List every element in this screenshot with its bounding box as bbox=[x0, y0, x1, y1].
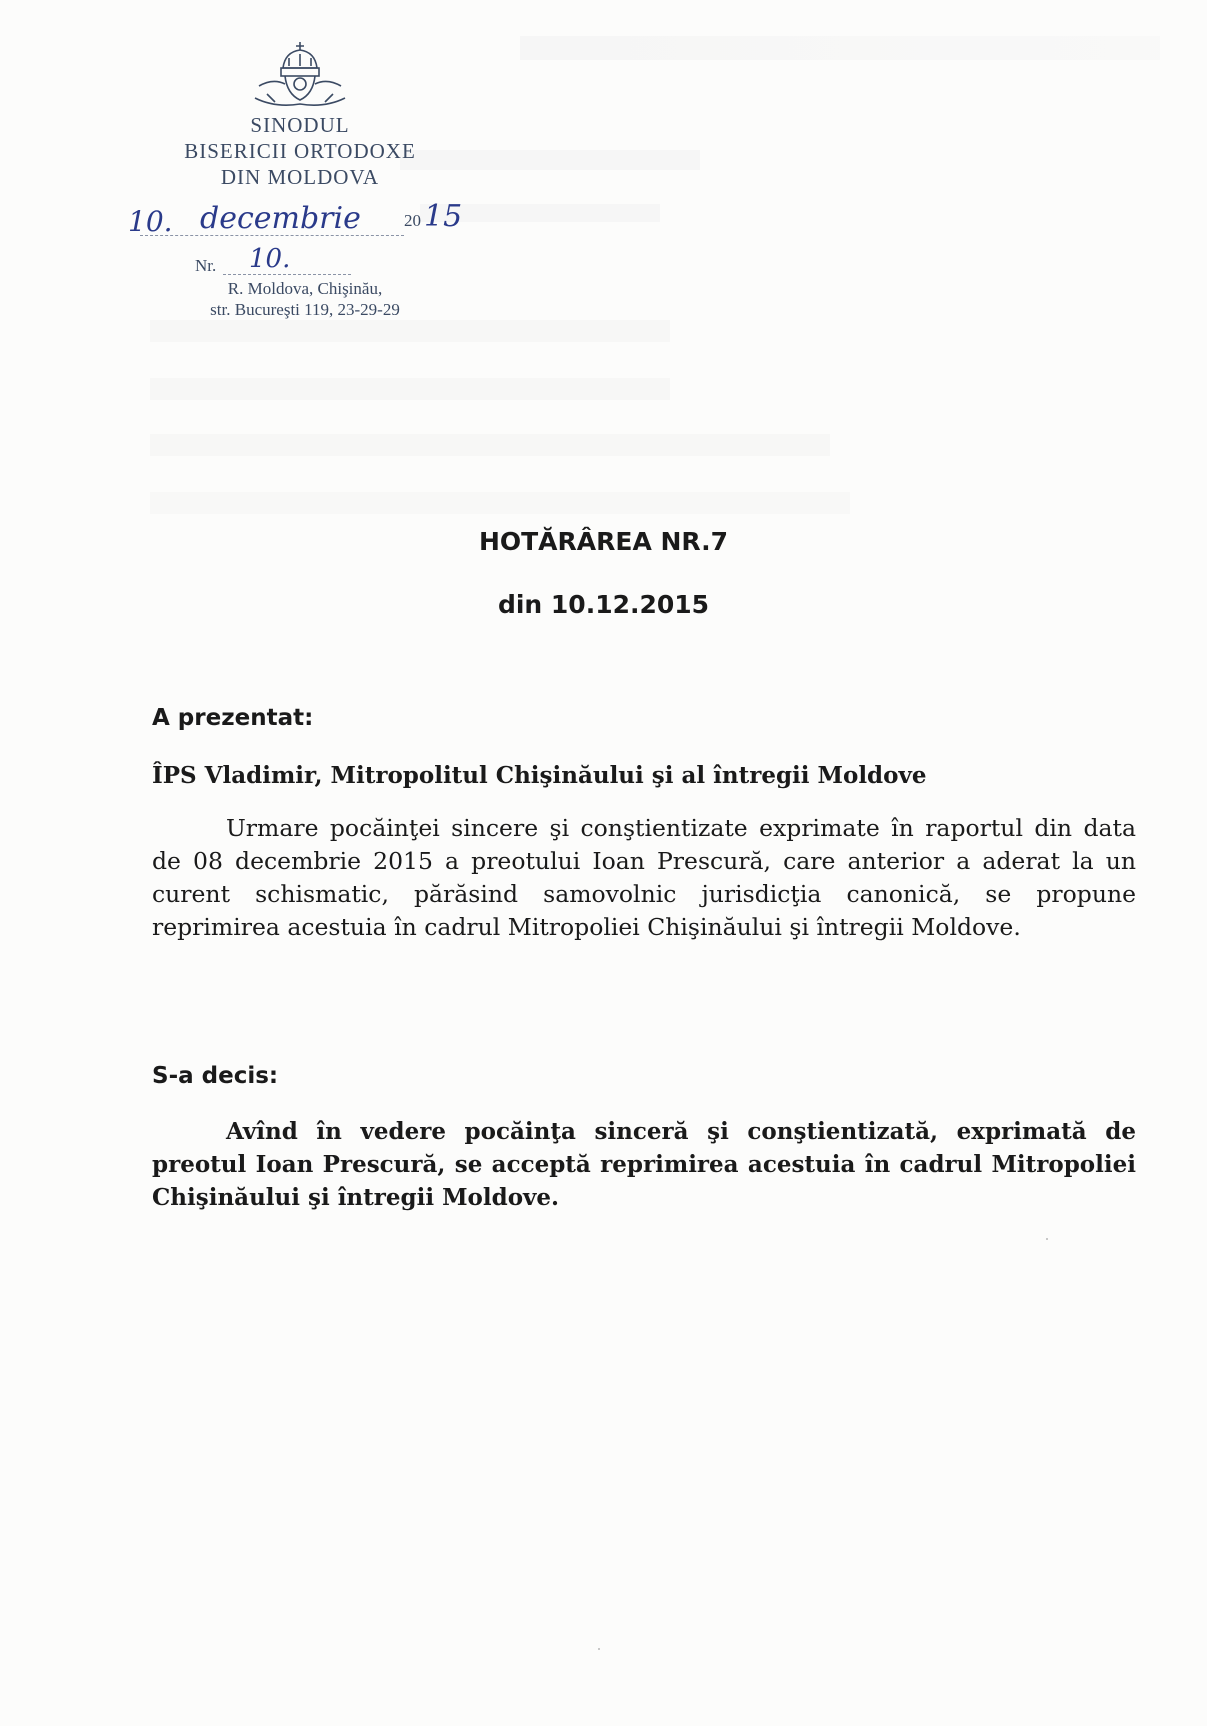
handwritten-day: 10. bbox=[128, 205, 173, 238]
decision-date: din 10.12.2015 bbox=[497, 590, 710, 619]
bleed-through-mark bbox=[150, 492, 850, 514]
presented-label: A prezentat: bbox=[152, 705, 314, 731]
bleed-through-mark bbox=[150, 434, 830, 456]
org-name-line: SINODUL bbox=[250, 113, 350, 137]
handwritten-year: 15 bbox=[424, 199, 463, 234]
stamp-address bbox=[140, 278, 470, 320]
address-line: str. Bucureşti 119, 23-29-29 bbox=[210, 300, 400, 319]
stamp-date-line bbox=[128, 199, 528, 245]
org-name-line: DIN MOLDOVA bbox=[220, 165, 380, 189]
scan-speck bbox=[1046, 1238, 1048, 1240]
bleed-through-mark bbox=[150, 320, 670, 342]
synod-letterhead bbox=[140, 38, 460, 190]
nr-label: Nr. bbox=[195, 256, 217, 275]
date-underline bbox=[140, 235, 404, 236]
handwritten-month: decembrie bbox=[200, 201, 361, 236]
bleed-through-mark bbox=[520, 36, 1160, 60]
presenter-name: ÎPS Vladimir, Mitropolitul Chişinăului şi al întregii Moldove bbox=[152, 762, 927, 789]
nr-underline bbox=[223, 274, 351, 275]
decision-paragraph: Avînd în vedere pocăinţa sinceră şi conştientizată, exprimată de preotul Ioan Prescură, se acceptă reprimirea acestuia în cadrul Mitropoliei Chişinăului şi întregii Moldove. bbox=[152, 1118, 1136, 1211]
church-crest-icon bbox=[245, 38, 355, 112]
stamp-number-line bbox=[195, 244, 395, 278]
decision-title: HOTĂRÂREA NR.7 bbox=[478, 527, 729, 556]
decided-label: S-a decis: bbox=[152, 1063, 279, 1089]
handwritten-nr: 10. bbox=[249, 244, 291, 274]
scan-speck bbox=[598, 1648, 600, 1650]
year-prefix: 20 bbox=[404, 211, 421, 230]
body-paragraph: Urmare pocăinţei sincere şi conştientizate exprimate în raportul din data de 08 decembrie 2015 a preotului Ioan Prescură, care anterior a aderat la un curent schismatic, părăsind samovolnic jurisdicţia canonică, se propune reprimirea acestuia în cadrul Mitropoliei Chişinăului şi întregii Moldove. bbox=[152, 814, 1136, 941]
bleed-through-mark bbox=[150, 378, 670, 400]
org-name-line: BISERICII ORTODOXE bbox=[184, 139, 416, 163]
address-line: R. Moldova, Chişinău, bbox=[227, 279, 383, 298]
